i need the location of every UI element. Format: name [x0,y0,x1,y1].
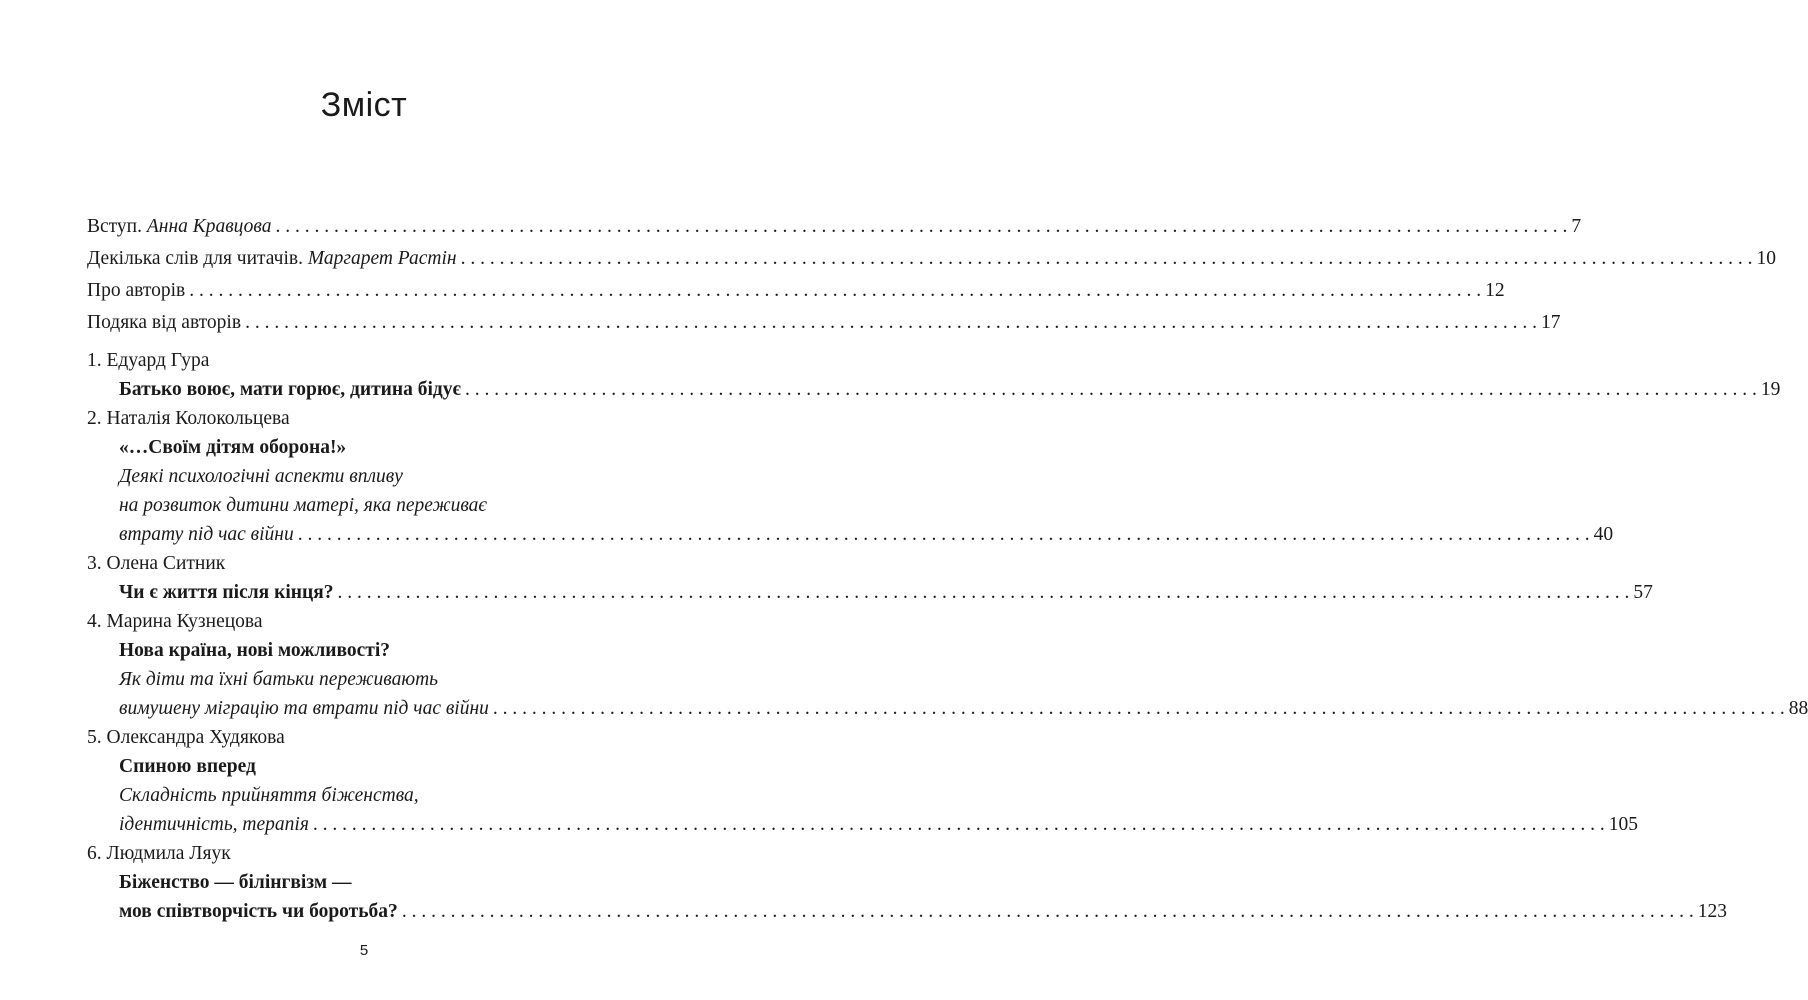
toc-entry-intro[interactable] [87,212,1582,242]
chapter-title[interactable]: Нова країна, нові можливості? [119,640,391,661]
leader-dots [272,212,1572,242]
page-number: 5 [359,942,369,959]
chapter-title: мов співтворчість чи боротьба? [119,901,398,922]
entry-page: 40 [1593,524,1614,545]
entry-page: 105 [1608,814,1639,835]
chapter-title: Чи є життя після кінця? [119,582,334,603]
chapter-subtitle: Деякі психологічні аспекти впливу [119,466,403,487]
leader-dots [489,694,1789,724]
chapter-title: Батько воює, мати горює, дитина бідує [119,379,461,400]
entry-page: 19 [1760,379,1781,400]
chapter-title[interactable]: «…Своїм дітям оборона!» [119,437,347,458]
chapter-author: 3. Олена Ситник [87,553,226,574]
leader-dots [241,308,1541,338]
leader-dots [185,276,1485,306]
chapter-subtitle: на розвиток дитини матері, яка переживає [119,495,487,516]
chapter-title[interactable]: Біженство — білінгвізм — [119,872,352,893]
entry-page: 12 [1485,280,1505,301]
leader-dots [398,897,1698,927]
toc-entry-chapter-6[interactable] [119,897,1727,927]
toc-entry-chapter-4[interactable] [119,694,1808,724]
toc-entry-chapter-3[interactable] [119,578,1653,608]
entry-page: 10 [1756,248,1776,269]
chapter-subtitle: вимушену міграцію та втрати під час війни [119,698,489,719]
entry-label: Вступ. [87,216,147,237]
entry-label: Подяка від авторів [87,312,242,333]
chapter-subtitle: Як діти та їхні батьки переживають [119,669,439,690]
toc-entry-chapter-2[interactable] [119,520,1614,550]
leader-dots [294,520,1594,550]
entry-author: Маргарет Растін [307,248,457,269]
toc-entry-authors[interactable] [87,276,1505,306]
leader-dots [334,578,1634,608]
chapter-author: 5. Олександра Худякова [87,727,285,748]
chapter-author: 6. Людмила Ляук [87,843,231,864]
chapter-title[interactable]: Спиною вперед [119,756,256,777]
leader-dots [461,375,1761,405]
chapter-subtitle: Складність прийняття біженства, [119,785,419,806]
chapter-author: 1. Едуард Гура [87,350,210,371]
chapter-author: 2. Наталія Колокольцева [87,408,290,429]
toc-entry-chapter-1[interactable] [119,375,1781,405]
chapter-subtitle: ідентичність, терапія [119,814,309,835]
entry-page: 88 [1788,698,1808,719]
entry-label: Декілька слів для читачів. [87,248,308,269]
page-title: Зміст [320,86,408,124]
chapter-subtitle: втрату під час війни [119,524,294,545]
chapter-author: 4. Марина Кузнецова [87,611,263,632]
toc-entry-readers[interactable] [87,244,1776,274]
leader-dots [309,810,1609,840]
entry-page: 7 [1571,216,1582,237]
leader-dots [457,244,1757,274]
entry-page: 57 [1633,582,1653,603]
toc-entry-chapter-5[interactable] [119,810,1639,840]
entry-page: 17 [1540,312,1561,333]
entry-page: 123 [1697,901,1727,922]
entry-label: Про авторів [87,280,186,301]
toc-entry-thanks[interactable] [87,308,1561,338]
entry-author: Анна Кравцова [146,216,272,237]
